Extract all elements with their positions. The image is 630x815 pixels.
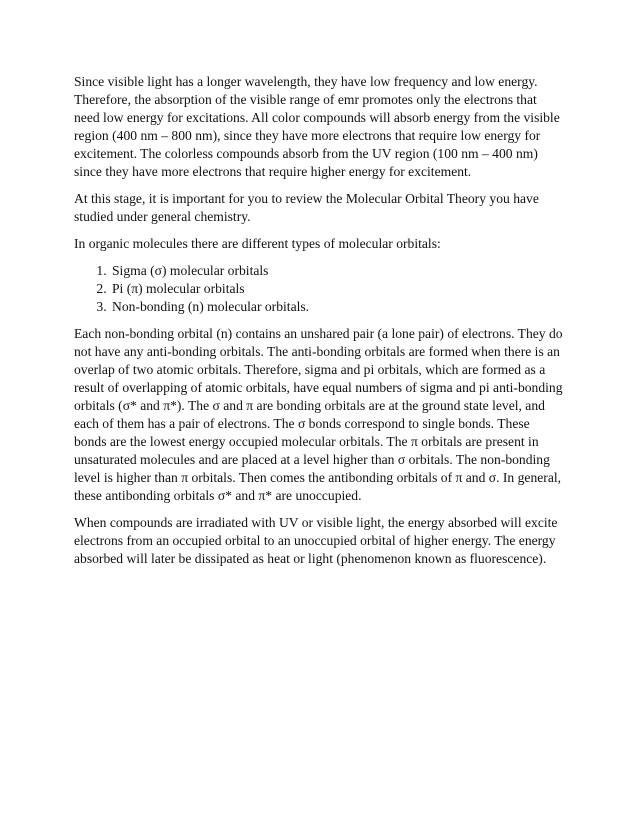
list-item-sigma: 1. Sigma (σ) molecular orbitals (110, 262, 564, 280)
list-item-pi: 2. Pi (π) molecular orbitals (110, 280, 564, 298)
list-item-non-bonding: 3. Non-bonding (n) molecular orbitals. (110, 298, 564, 316)
paragraph-irradiation: When compounds are irradiated with UV or visible light, the energy absorbed will excite electrons from an occupied orbital to an unoccupied orbital of higher energy. The energy absorbed will later be dissipated as heat or light (phenomenon known as fluorescence). (74, 515, 558, 566)
paragraph-visible-light: Since visible light has a longer wavelength, they have low frequency and low energy. Therefore, the absorption of the visible range of emr promotes only the electrons that need low energy for excitations. All color compounds will absorb energy from the visible region (400 nm – 800 nm), since they have more electrons that require low energy for excitement. The colorless compounds absorb from the UV region (100 nm – 400 nm) since they have more electrons that require higher energy for excitement. (74, 74, 560, 179)
orbital-types-list (74, 262, 564, 316)
document-page (74, 73, 564, 577)
paragraph-orbital-types-intro: In organic molecules there are different types of molecular orbitals: (74, 236, 441, 251)
paragraph-mo-theory-review: At this stage, it is important for you to review the Molecular Orbital Theory you have studied under general chemistry. (74, 191, 539, 224)
paragraph-non-bonding-orbitals: Each non-bonding orbital (n) contains an unshared pair (a lone pair) of electrons. They do not have any anti-bonding orbitals. The anti-bonding orbitals are formed when there is an overlap of two atomic orbitals. Therefore, sigma and pi orbitals, which are formed as a result of overlapping of atomic orbitals, have equal numbers of sigma and pi anti-bonding orbitals (σ* and π*). The σ and π are bonding orbitals are at the ground state level, and each of them has a pair of electrons. The σ bonds correspond to single bonds. These bonds are the lowest energy occupied molecular orbitals. The π orbitals are present in unsaturated molecules and are placed at a level higher than σ orbitals. The non-bonding level is higher than π orbitals. Then comes the antibonding orbitals of π and σ. In general, these antibonding orbitals σ* and π* are unoccupied. (74, 326, 563, 503)
